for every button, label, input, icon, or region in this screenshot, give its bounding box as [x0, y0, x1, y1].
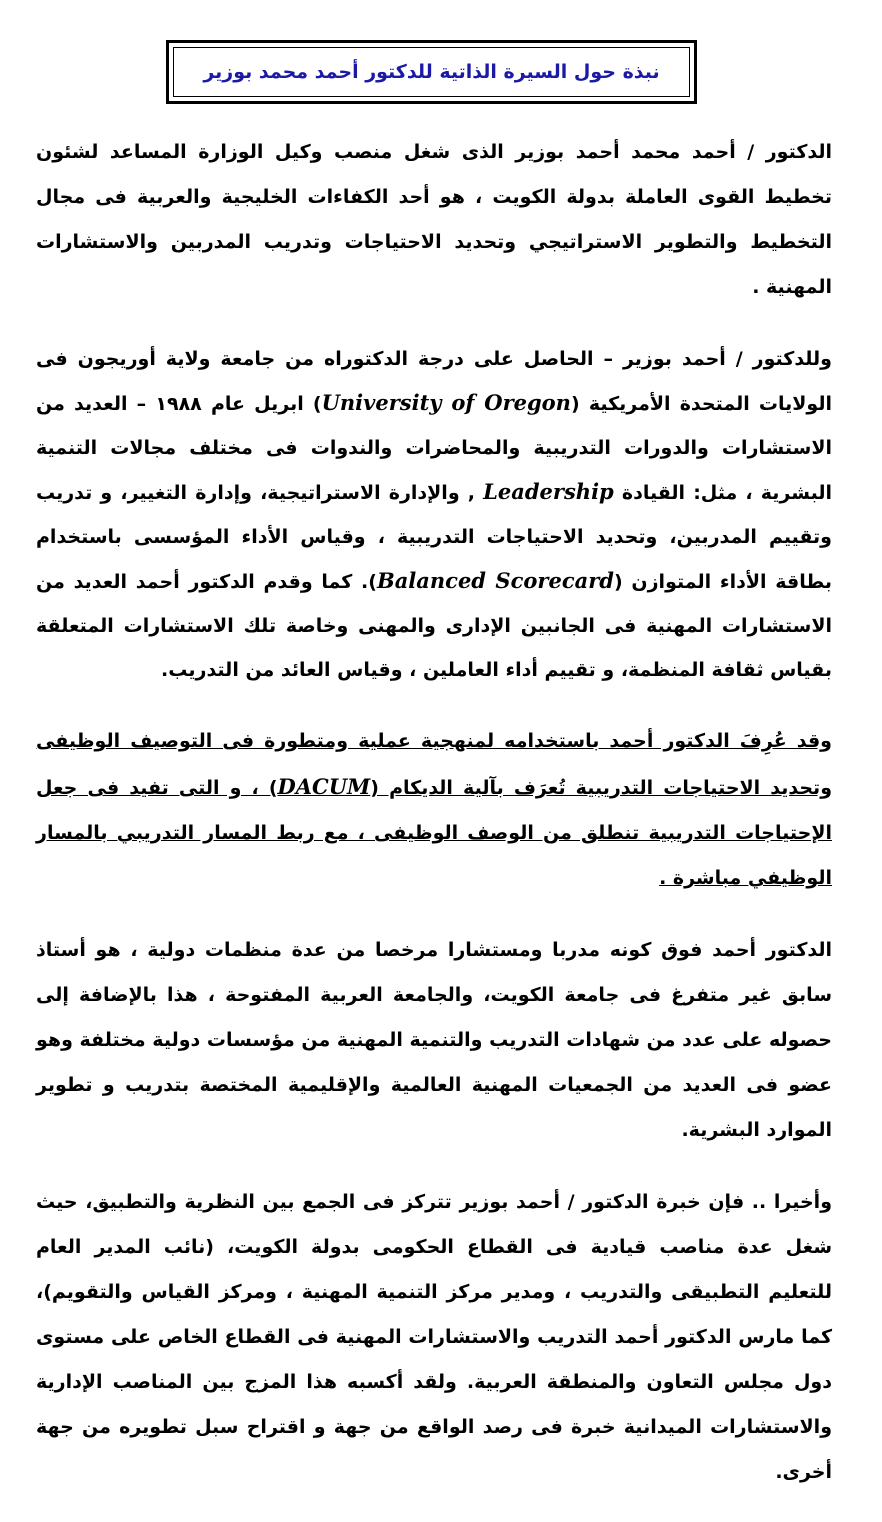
- paragraph-credentials-text: الدكتور أحمد فوق كونه مدربا ومستشارا مرخصا من عدة منظمات دولية ، هو أستاذ سابق غير متفرغ فى جامعة الكويت، والجامعة العربية المفتوحة ، هذا بالإضافة إلى حصوله على عدد من شهادات التدريب والتنمية المهنية من مؤسسات دولية مختلفة وهو عضو فى العديد من الجمعيات المهنية العالمية والإقليمية المختصة بتدريب و تطوير الموارد البشرية.: [36, 939, 832, 1141]
- title-inner-border: [173, 47, 690, 97]
- education-text-2: ) ابريل عام ١٩٨٨ – العديد من الاستشارات والدورات التدريبية والمحاضرات والندوات فى مختلف مجالات التنمية البشرية ، مثل: القيادة: [36, 393, 832, 504]
- paragraph-dacum: [36, 719, 832, 901]
- title-box: [166, 40, 697, 104]
- paragraph-intro-text: الدكتور / أحمد محمد أحمد بوزير الذى شغل منصب وكيل الوزارة المساعد لشئون تخطيط القوى العاملة بدولة الكويت ، هو أحد الكفاءات الخليجية والعربية فى مجال التخطيط والتطوير الاستراتيجي وتحديد الاحتياجات وتدريب المدربين والاستشارات المهنية .: [36, 141, 832, 298]
- paragraph-intro: [36, 130, 832, 310]
- university-name-latin: University of Oregon: [321, 390, 571, 415]
- dacum-latin: DACUM: [277, 774, 371, 799]
- dacum-text-2: ) ، و التى تفيد فى جعل الإحتياجات التدريبية تنطلق من الوصف الوظيفى ، مع ربط المسار التدريبي بالمسار الوظيفي مباشرة .: [36, 777, 832, 889]
- education-text-3: , والإدارة الاستراتيجية، وإدارة التغيير، و تدريب وتقييم المدربين، وتحديد الاحتياجات التدريبية ، وقياس الأداء المؤسسى باستخدام بطاقة الأداء المتوازن (: [36, 482, 832, 593]
- education-text-4: ). كما وقدم الدكتور أحمد العديد من الاستشارات المهنية فى الجانبين الإدارى والمهنى وخاصة تلك الاستشارات المتعلقة بقياس ثقافة المنظمة، و تقييم أداء العاملين ، وقياس العائد من التدريب.: [36, 571, 832, 681]
- paragraph-education: [36, 337, 832, 692]
- page-title: نبذة حول السيرة الذاتية للدكتور أحمد محمد بوزير: [203, 61, 660, 83]
- paragraph-experience: [36, 1180, 832, 1495]
- dacum-text-1: وقد عُرِفَ الدكتور أحمد باستخدامه لمنهجية عملية ومتطورة فى التوصيف الوظيفى وتحديد الاحتياجات التدريبية تُعرَف بآلية الديكام (: [36, 730, 832, 799]
- biography-body: [36, 130, 832, 1522]
- leadership-latin: Leadership: [483, 479, 614, 504]
- paragraph-experience-text: وأخيرا .. فإن خبرة الدكتور / أحمد بوزير تتركز فى الجمع بين النظرية والتطبيق، حيث شغل عدة مناصب قيادية فى القطاع الحكومى بدولة الكويت، (نائب المدير العام للتعليم التطبيقى والتدريب ، ومدير مركز التنمية المهنية ، ومركز القياس والتقويم)، كما مارس الدكتور أحمد التدريب والاستشارات المهنية فى القطاع الخاص على مستوى دول مجلس التعاون والمنطقة العربية. ولقد أكسبه هذا المزج بين المناصب الإدارية والاستشارات الميدانية خبرة فى رصد الواقع من جهة و اقتراح سبل تطويره من جهة أخرى.: [36, 1191, 832, 1483]
- education-text-1: وللدكتور / أحمد بوزير – الحاصل على درجة الدكتوراه من جامعة ولاية أوريجون فى الولايات المتحدة الأمريكية (: [36, 348, 832, 415]
- paragraph-credentials: [36, 928, 832, 1153]
- balanced-scorecard-latin: Balanced Scorecard: [376, 568, 614, 593]
